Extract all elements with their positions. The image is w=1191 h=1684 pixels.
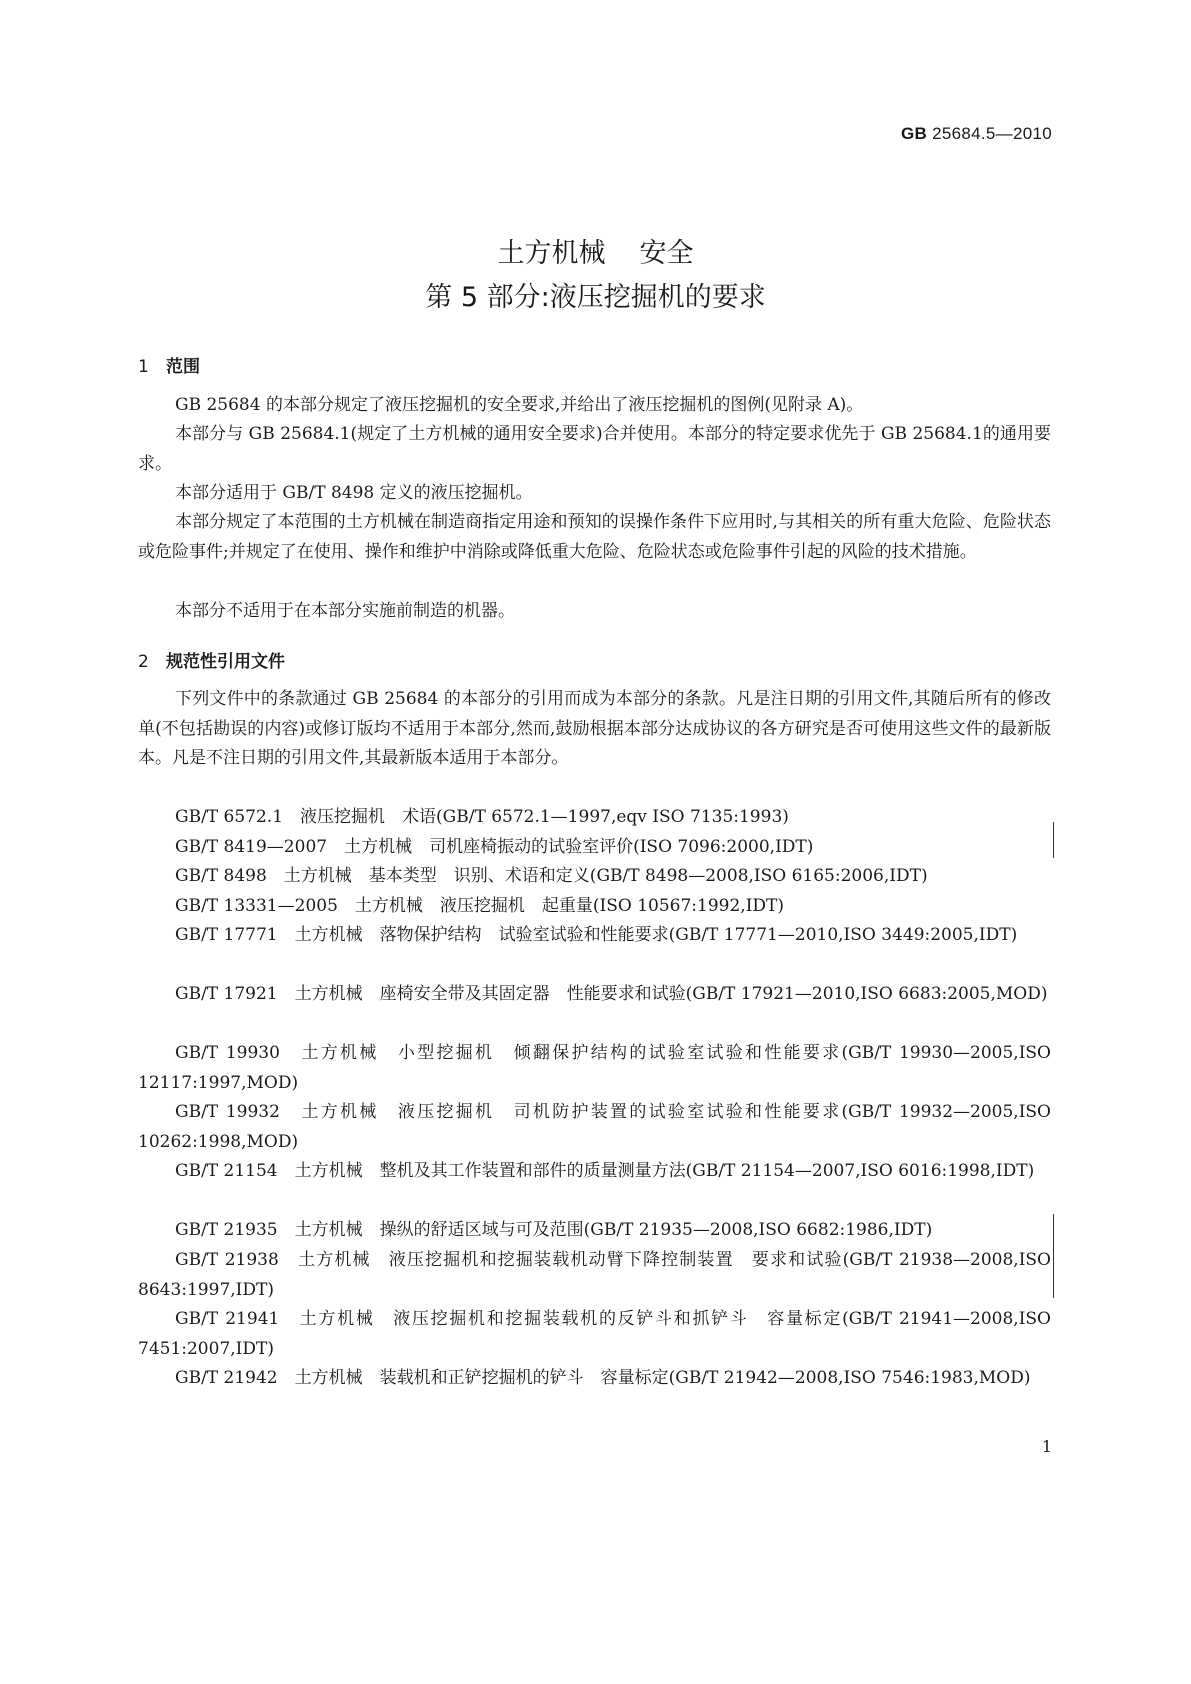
section-1-title: 范围 [166, 357, 200, 377]
reference-item: GB/T 21938 土方机械 液压挖掘机和挖掘装载机动臂下降控制装置 要求和试验(GB/T 21938—2008,ISO 8643:1997,IDT) [138, 1250, 1051, 1300]
section-2-title: 规范性引用文件 [166, 652, 285, 672]
revision-mark [1053, 822, 1054, 858]
reference-item: GB/T 21935 土方机械 操纵的舒适区域与可及范围(GB/T 21935—2008,ISO 6682:1986,IDT) [175, 1220, 933, 1240]
reference-item: GB/T 21941 土方机械 液压挖掘机和挖掘装载机的反铲斗和抓铲斗 容量标定(GB/T 21941—2008,ISO 7451:2007,IDT) [138, 1309, 1051, 1359]
section-1-paragraph: 本部分与 GB 25684.1(规定了土方机械的通用安全要求)合并使用。本部分的特定要求优先于 GB 25684.1的通用要求。 [138, 424, 1051, 474]
reference-item: GB/T 8419—2007 土方机械 司机座椅振动的试验室评价(ISO 7096:2000,IDT) [175, 837, 814, 857]
section-1-paragraph: GB 25684 的本部分规定了液压挖掘机的安全要求,并给出了液压挖掘机的图例(见附录 A)。 [175, 395, 864, 415]
section-1-paragraph: 本部分规定了本范围的土方机械在制造商指定用途和预知的误操作条件下应用时,与其相关的所有重大危险、危险状态或危险事件;并规定了在使用、操作和维护中消除或降低重大危险、危险状态或危险事件引起的风险的技术措施。 [138, 512, 1051, 562]
standard-code-number: 25684.5—2010 [932, 124, 1052, 143]
reference-item: GB/T 17771 土方机械 落物保护结构 试验室试验和性能要求(GB/T 17771—2010,ISO 3449:2005,IDT) [175, 925, 1018, 945]
reference-item: GB/T 6572.1 液压挖掘机 术语(GB/T 6572.1—1997,eqv ISO 7135:1993) [175, 807, 789, 827]
section-1-number: 1 [138, 357, 149, 377]
reference-item: GB/T 21154 土方机械 整机及其工作装置和部件的质量测量方法(GB/T 21154—2007,ISO 6016:1998,IDT) [175, 1161, 1035, 1181]
standard-code [901, 124, 1052, 144]
title-part-a: 土方机械 [497, 238, 606, 269]
section-2-heading [138, 647, 285, 672]
revision-mark [1053, 1214, 1054, 1298]
section-2-number: 2 [138, 652, 149, 672]
document-title-line2: 第 5 部分:液压挖掘机的要求 [425, 282, 766, 313]
reference-item: GB/T 13331—2005 土方机械 液压挖掘机 起重量(ISO 10567:1992,IDT) [175, 896, 785, 916]
document-title-line1 [0, 231, 1191, 270]
section-1-heading [138, 352, 200, 377]
section-1-paragraph: 本部分适用于 GB/T 8498 定义的液压挖掘机。 [175, 483, 533, 503]
reference-item: GB/T 21942 土方机械 装载机和正铲挖掘机的铲斗 容量标定(GB/T 21942—2008,ISO 7546:1983,MOD) [175, 1368, 1031, 1388]
standard-code-prefix: GB [900, 124, 928, 143]
reference-item: GB/T 17921 土方机械 座椅安全带及其固定器 性能要求和试验(GB/T 17921—2010,ISO 6683:2005,MOD) [175, 984, 1048, 1004]
section-1-paragraph: 本部分不适用于在本部分实施前制造的机器。 [175, 601, 515, 621]
reference-item: GB/T 8498 土方机械 基本类型 识别、术语和定义(GB/T 8498—2008,ISO 6165:2006,IDT) [175, 866, 928, 886]
title-part-b: 安全 [639, 238, 694, 269]
reference-item: GB/T 19930 土方机械 小型挖掘机 倾翻保护结构的试验室试验和性能要求(GB/T 19930—2005,ISO 12117:1997,MOD) [138, 1043, 1051, 1093]
reference-item: GB/T 19932 土方机械 液压挖掘机 司机防护装置的试验室试验和性能要求(GB/T 19932—2005,ISO 10262:1998,MOD) [138, 1102, 1051, 1152]
page-number: 1 [1041, 1437, 1052, 1456]
section-2-intro: 下列文件中的条款通过 GB 25684 的本部分的引用而成为本部分的条款。凡是注日期的引用文件,其随后所有的修改单(不包括勘误的内容)或修订版均不适用于本部分,然而,鼓励根据本部分达成协议的各方研究是否可使用这些文件的最新版本。凡是不注日期的引用文件,其最新版本适用于本部分。 [138, 689, 1051, 768]
